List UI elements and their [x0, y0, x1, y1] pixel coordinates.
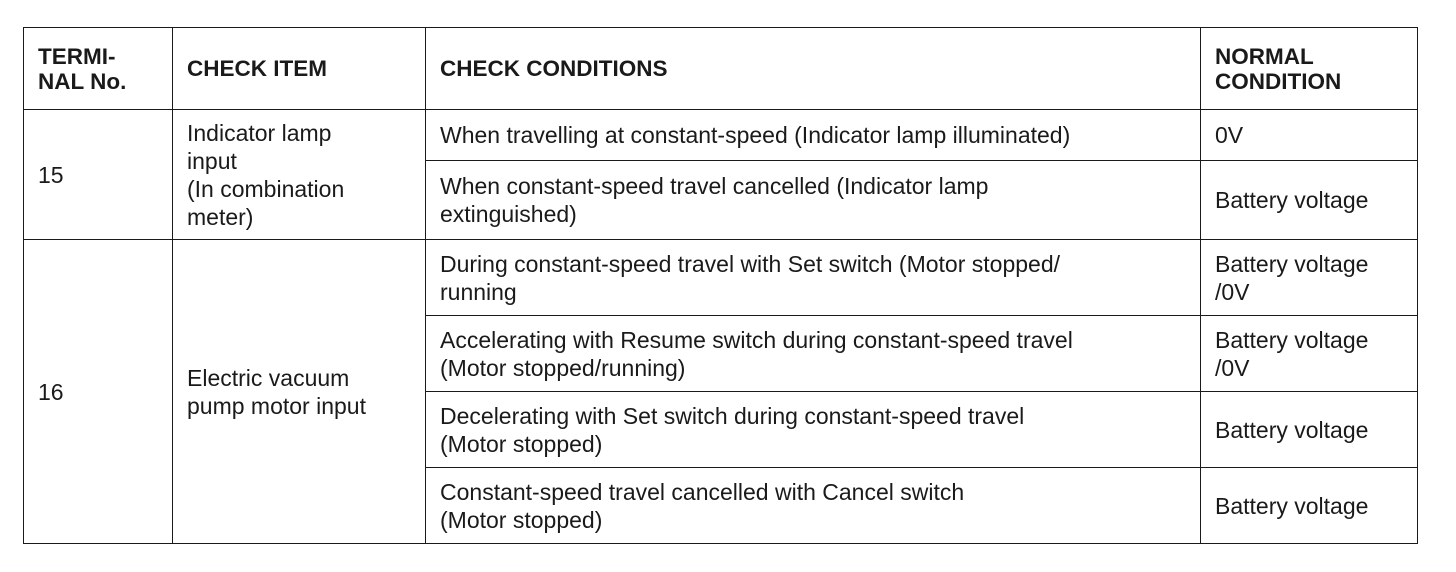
normal-condition: 0V [1201, 110, 1418, 161]
table-row [24, 110, 1418, 161]
table-header-row [24, 28, 1418, 110]
normal-condition: Battery voltage /0V [1201, 316, 1418, 392]
check-item: Electric vacuum pump motor input [173, 240, 426, 544]
check-condition: During constant-speed travel with Set switch (Motor stopped/ running [426, 240, 1201, 316]
check-condition: Constant-speed travel cancelled with Cancel switch (Motor stopped) [426, 468, 1201, 544]
header-normal-condition: NORMAL CONDITION [1201, 28, 1418, 110]
header-check-item: CHECK ITEM [173, 28, 426, 110]
check-item: Indicator lamp input (In combination meter) [173, 110, 426, 240]
terminal-check-table [23, 27, 1418, 544]
normal-condition: Battery voltage [1201, 468, 1418, 544]
check-condition: Accelerating with Resume switch during constant-speed travel (Motor stopped/running) [426, 316, 1201, 392]
table-row [24, 240, 1418, 316]
terminal-number: 16 [24, 240, 173, 544]
terminal-number: 15 [24, 110, 173, 240]
header-terminal-no: TERMI- NAL No. [24, 28, 173, 110]
check-condition: When constant-speed travel cancelled (Indicator lamp extinguished) [426, 161, 1201, 240]
normal-condition: Battery voltage [1201, 392, 1418, 468]
check-condition: Decelerating with Set switch during constant-speed travel (Motor stopped) [426, 392, 1201, 468]
normal-condition: Battery voltage [1201, 161, 1418, 240]
header-check-conditions: CHECK CONDITIONS [426, 28, 1201, 110]
check-condition: When travelling at constant-speed (Indicator lamp illuminated) [426, 110, 1201, 161]
normal-condition: Battery voltage /0V [1201, 240, 1418, 316]
